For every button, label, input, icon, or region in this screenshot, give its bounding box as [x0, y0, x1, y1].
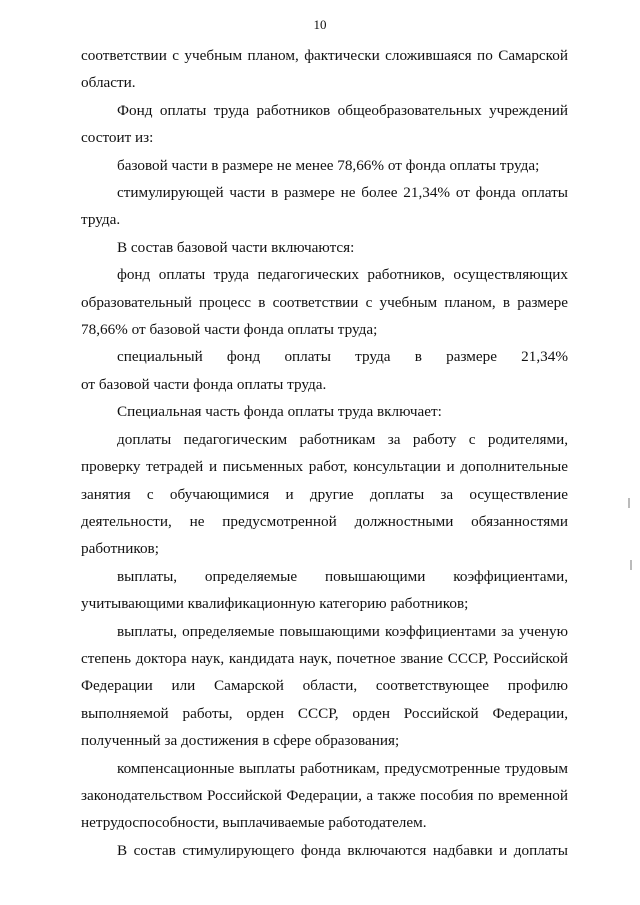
- page-number: 10: [313, 17, 327, 32]
- text-line: доплаты педагогическим работникам за работу с родителями,: [117, 430, 568, 448]
- text-line: от базовой части фонда оплаты труда.: [81, 375, 327, 393]
- scan-edge-mark: [630, 560, 632, 570]
- text-line: компенсационные выплаты работникам, предусмотренные трудовым: [117, 759, 568, 777]
- paragraph: [81, 563, 568, 618]
- paragraph: [81, 426, 568, 563]
- text-line: стимулирующей части в размере не более 21,34% от фонда оплаты: [117, 184, 568, 202]
- scan-edge-mark: [628, 498, 630, 508]
- text-line: законодательством Российской Федерации, а также пособия по временной: [81, 786, 568, 804]
- paragraph: [81, 234, 568, 261]
- text-line: работников;: [81, 540, 159, 558]
- paragraph: [81, 398, 568, 425]
- paragraph: [81, 837, 568, 864]
- text-line: Федерации или Самарской области, соответствующее профилю: [81, 677, 568, 695]
- paragraph: [81, 261, 568, 343]
- paragraph: [81, 618, 568, 755]
- text-line: Специальная часть фонда оплаты труда включает:: [117, 403, 442, 421]
- text-line: В состав базовой части включаются:: [117, 238, 355, 256]
- paragraph: [81, 343, 568, 398]
- text-line: Фонд оплаты труда работников общеобразовательных учреждений: [117, 101, 568, 119]
- text-line: фонд оплаты труда педагогических работников, осуществляющих: [117, 266, 568, 284]
- paragraph: [81, 755, 568, 837]
- text-line: степень доктора наук, кандидата наук, почетное звание СССР, Российской: [81, 649, 568, 667]
- text-line: состоит из:: [81, 129, 154, 147]
- text-line: нетрудоспособности, выплачиваемые работодателем.: [81, 814, 427, 832]
- document-body: [81, 42, 568, 864]
- text-line: соответствии с учебным планом, фактически сложившаяся по Самарской: [81, 47, 568, 64]
- paragraph: [81, 152, 568, 179]
- text-line: В состав стимулирующего фонда включаются надбавки и доплаты: [117, 841, 568, 859]
- text-line: учитывающими квалификационную категорию работников;: [81, 595, 469, 613]
- text-line: области.: [81, 74, 136, 92]
- paragraph: [81, 42, 568, 97]
- text-line: выплаты, определяемые повышающими коэффициентами за ученую: [117, 622, 568, 640]
- text-line: деятельности, не предусмотренной должностными обязанностями: [81, 512, 568, 530]
- paragraph: [81, 179, 568, 234]
- paragraph: [81, 97, 568, 152]
- text-line: занятия с обучающимися и другие доплаты за осуществление: [81, 485, 568, 503]
- text-line: выплаты, определяемые повышающими коэффициентами,: [117, 567, 568, 585]
- text-line: базовой части в размере не менее 78,66% от фонда оплаты труда;: [117, 156, 540, 174]
- text-line: полученный за достижения в сфере образования;: [81, 732, 400, 750]
- text-line: труда.: [81, 211, 121, 229]
- text-line: проверку тетрадей и письменных работ, консультации и дополнительные: [81, 458, 568, 476]
- text-line: выполняемой работы, орден СССР, орден Российской Федерации,: [81, 704, 568, 722]
- text-line: 78,66% от базовой части фонда оплаты труда;: [81, 321, 378, 339]
- text-line: образовательный процесс в соответствии с учебным планом, в размере: [81, 293, 568, 311]
- text-line: специальный фонд оплаты труда в размере 21,34%: [117, 348, 568, 366]
